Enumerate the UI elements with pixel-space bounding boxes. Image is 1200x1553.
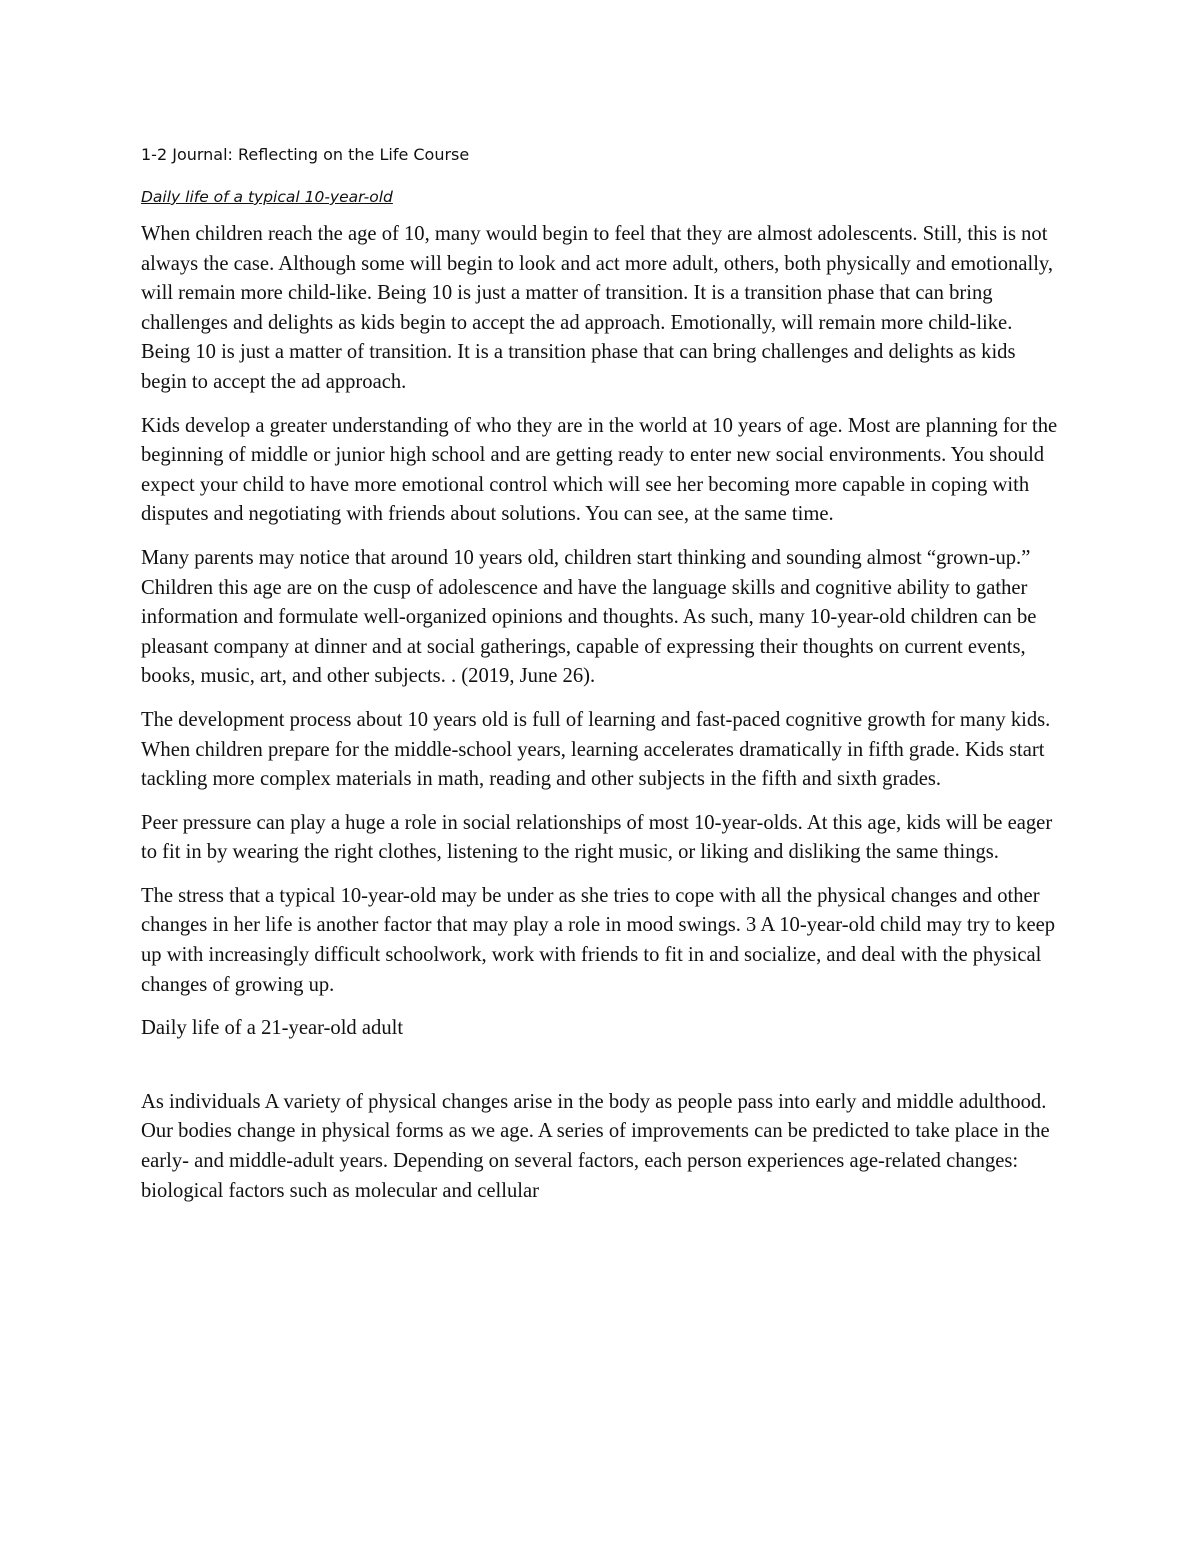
paragraph: Peer pressure can play a huge a role in social relationships of most 10-year-olds. At this age, kids will be eager to fit in by wearing the right clothes, listening to the right music, or liking and disliking the same things. xyxy=(141,811,1053,864)
document-body xyxy=(141,142,1066,1220)
paragraph: As individuals A variety of physical changes arise in the body as people pass into early and middle adulthood. Our bodies change in physical forms as we age. A series of improvements can be predicted to take place in the early- and middle-adult years. Depending on several factors, each person experiences age-related changes: biological factors such as molecular and cellular xyxy=(141,1090,1050,1202)
section-heading-10-year-old: Daily life of a typical 10-year-old xyxy=(141,188,393,206)
document-title: 1-2 Journal: Reflecting on the Life Course xyxy=(141,145,470,164)
paragraph: Many parents may notice that around 10 years old, children start thinking and sounding almost “grown-up.” Children this age are on the cusp of adolescence and have the language skills and cognitive ability to gather information and formulate well-organized opinions and thoughts. As such, many 10-year-old children can be pleasant company at dinner and at social gatherings, capable of expressing their thoughts on current events, books, music, art, and other subjects. . (2019, June 26). xyxy=(141,546,1037,688)
section-heading-21-year-old: Daily life of a 21-year-old adult xyxy=(141,1017,404,1040)
paragraph: When children reach the age of 10, many would begin to feel that they are almost adolescents. Still, this is not always the case. Although some will begin to look and act more adult, others, both physically and emotionally, will remain more child-like. Being 10 is just a matter of transition. It is a transition phase that can bring challenges and delights as kids begin to accept the ad approach. Emotionally, will remain more child-like. Being 10 is just a matter of transition. It is a transition phase that can bring challenges and delights as kids begin to accept the ad approach. xyxy=(141,223,1054,393)
paragraph: Kids develop a greater understanding of who they are in the world at 10 years of age. Most are planning for the beginning of middle or junior high school and are getting ready to enter new social environments. You should expect your child to have more emotional control which will see her becoming more capable in coping with disputes and negotiating with friends about solutions. You can see, at the same time. xyxy=(141,414,1058,526)
paragraph: The stress that a typical 10-year-old may be under as she tries to cope with all the physical changes and other changes in her life is another factor that may play a role in mood swings. 3 A 10-year-old child may try to keep up with increasingly difficult schoolwork, work with friends to fit in and socialize, and deal with the physical changes of growing up. xyxy=(141,884,1056,996)
paragraph: The development process about 10 years old is full of learning and fast-paced cognitive growth for many kids. When children prepare for the middle-school years, learning accelerates dramatically in fifth grade. Kids start tackling more complex materials in math, reading and other subjects in the fifth and sixth grades. xyxy=(141,708,1051,791)
